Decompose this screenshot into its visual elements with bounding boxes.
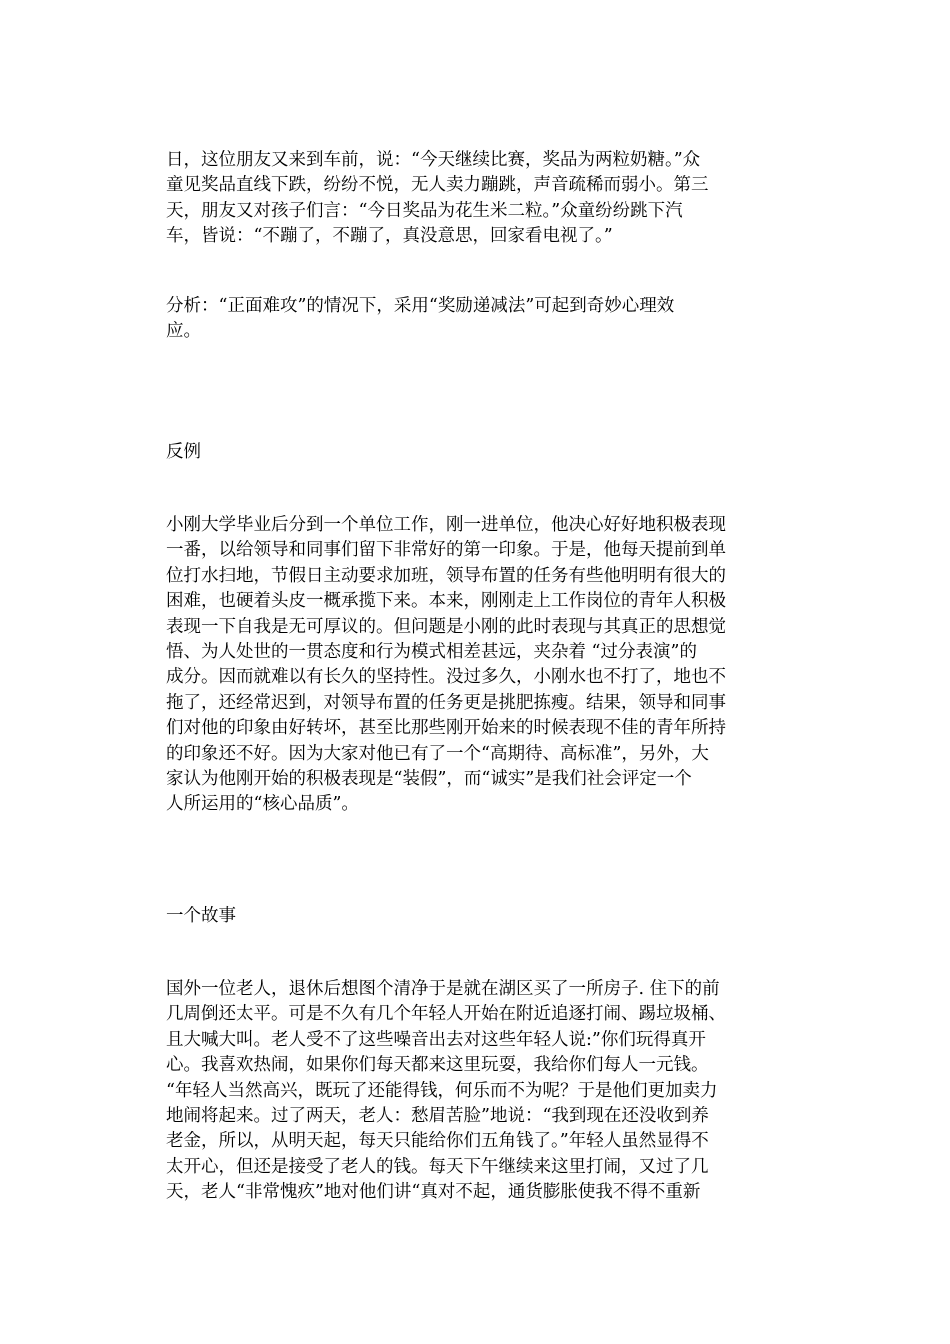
text-line: 分析：“正面难攻”的情况下，采用“奖励递减法”可起到奇妙心理效 <box>166 296 675 316</box>
text-line: 应。 <box>166 321 201 342</box>
text-line: 家认为他刚开始的积极表现是“装假”，而“诚实”是我们社会评定一个 <box>166 768 692 789</box>
text-line: 的印象还不好。因为大家对他已有了一个“高期待、高标准”，另外，大 <box>166 743 709 764</box>
text-line: 们对他的印象由好转坏，甚至比那些刚开始来的时候表现不佳的青年所持 <box>166 718 726 739</box>
text-line: “年轻人当然高兴，既玩了还能得钱，何乐而不为呢？于是他们更加卖力 <box>166 1080 718 1101</box>
section-heading-story <box>166 904 784 929</box>
text-line: 天，朋友又对孩子们言：“今日奖品为花生米二粒。”众童纷纷跳下汽 <box>166 200 683 221</box>
text-line: 且大喊大叫。老人受不了这些噪音出去对这些年轻人说:”你们玩得真开 <box>166 1029 706 1050</box>
text-line: 地闹将起来。过了两天，老人：愁眉苦脸”地说：“我到现在还没收到养 <box>166 1105 709 1126</box>
text-line: 老金，所以，从明天起，每天只能给你们五角钱了。”年轻人虽然显得不 <box>166 1131 709 1152</box>
text-line: 车，皆说：“不蹦了，不蹦了，真没意思，回家看电视了。” <box>166 226 613 247</box>
text-line: 天，老人“非常愧疚”地对他们讲“真对不起，通货膨胀使我不得不重新 <box>166 1182 701 1203</box>
section-heading-counterexample <box>166 440 784 465</box>
text-line: 成分。因而就难以有长久的坚持性。没过多久，小刚水也不打了，地也不 <box>166 667 726 688</box>
heading-text: 反例 <box>166 442 201 462</box>
text-line: 心。我喜欢热闹，如果你们每天都来这里玩耍，我给你们每人一元钱。 <box>166 1055 709 1076</box>
story-paragraph-continued <box>166 148 784 250</box>
story-paragraph <box>166 977 784 1206</box>
text-line: 太开心，但还是接受了老人的钱。每天下午继续来这里打闹，又过了几 <box>166 1156 709 1177</box>
text-line: 人所运用的“核心品质”。 <box>166 794 359 815</box>
text-line: 国外一位老人，退休后想图个清净于是就在湖区买了一所房子. 住下的前 <box>166 979 720 999</box>
counterexample-paragraph <box>166 513 784 818</box>
text-line: 小刚大学毕业后分到一个单位工作，刚一进单位，他决心好好地积极表现 <box>166 515 726 535</box>
text-line: 童见奖品直线下跌，纷纷不悦，无人卖力蹦跳，声音疏稀而弱小。第三 <box>166 175 709 196</box>
text-line: 位打水扫地，节假日主动要求加班，领导布置的任务有些他明明有很大的 <box>166 565 726 586</box>
text-line: 一番，以给领导和同事们留下非常好的第一印象。于是，他每天提前到单 <box>166 540 726 561</box>
text-line: 悟、为人处世的一贯态度和行为模式相差甚远，夹杂着 “过分表演”的 <box>166 641 697 662</box>
text-line: 拖了，还经常迟到，对领导布置的任务更是挑肥拣瘦。结果，领导和同事 <box>166 692 726 713</box>
analysis-paragraph <box>166 294 784 345</box>
text-line: 几周倒还太平。可是不久有几个年轻人开始在附近追逐打闹、踢垃圾桶、 <box>166 1004 726 1025</box>
text-line: 日，这位朋友又来到车前，说：“今天继续比赛，奖品为两粒奶糖。”众 <box>166 150 701 170</box>
text-line: 困难，也硬着头皮一概承揽下来。本来，刚刚走上工作岗位的青年人积极 <box>166 591 726 612</box>
heading-text: 一个故事 <box>166 906 236 926</box>
text-line: 表现一下自我是无可厚议的。但问题是小刚的此时表现与其真正的思想觉 <box>166 616 726 637</box>
